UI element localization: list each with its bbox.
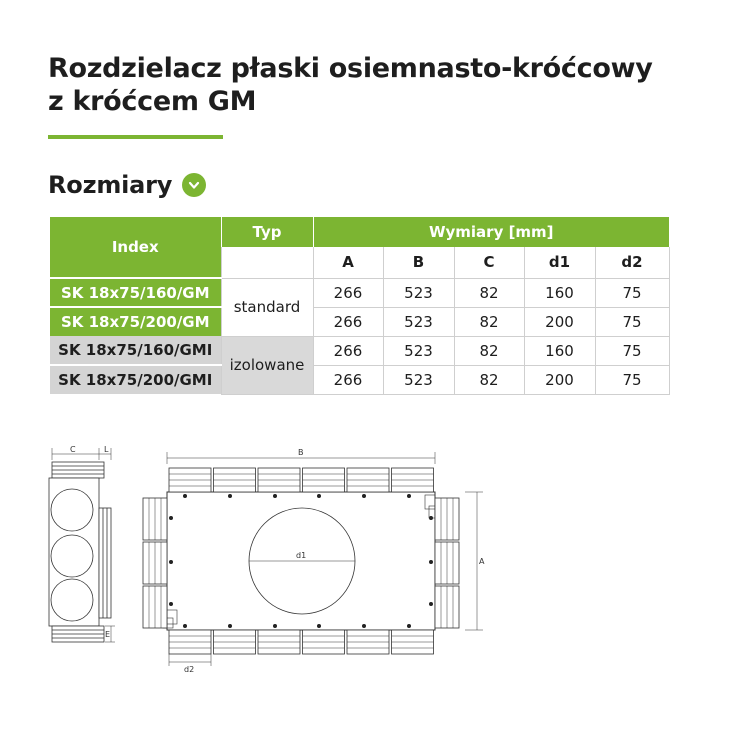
stub-connector [435,498,459,540]
dimensions-table [50,217,670,395]
technical-drawing [45,440,705,680]
cell-a: 266 [313,336,383,365]
stub-connector [143,586,167,628]
cell-b: 523 [383,307,454,336]
stub-connector [392,630,434,654]
stub-connector [347,468,389,492]
cell-d2: 75 [595,336,669,365]
title-line-1: Rozdzielacz płaski osiemnasto-króćcowy [48,53,653,84]
col-header-b: B [383,247,454,278]
cell-d2: 75 [595,307,669,336]
stubs-bottom [169,630,434,654]
cell-c: 82 [454,365,524,394]
stub-connector [169,468,211,492]
dim-label-e: E [105,630,111,639]
cell-a: 266 [313,278,383,307]
cell-b: 523 [383,278,454,307]
row-index: SK 18x75/200/GM [50,307,221,336]
section-header[interactable] [48,171,206,199]
dim-label-d2: d2 [184,665,195,674]
row-type: izolowane [221,336,313,394]
cell-a: 266 [313,365,383,394]
stub-connector [214,630,256,654]
stub-connector [392,468,434,492]
side-view [49,448,115,642]
stub-connector [347,630,389,654]
table-row [50,307,669,336]
stub-connector [435,586,459,628]
cell-d1: 200 [524,307,595,336]
row-index: SK 18x75/160/GMI [50,336,221,365]
col-header-a: A [313,247,383,278]
header-index: Index [50,217,221,278]
stub-connector [169,630,211,654]
cell-d1: 200 [524,365,595,394]
dim-label-c: C [70,445,76,454]
cell-b: 523 [383,336,454,365]
cell-d1: 160 [524,336,595,365]
stub-connector [143,498,167,540]
cell-c: 82 [454,336,524,365]
stub-connector [143,542,167,584]
dim-label-b: B [298,448,304,457]
stubs-top [169,468,434,492]
cell-c: 82 [454,307,524,336]
chevron-down-icon[interactable] [182,173,206,197]
stubs-right [435,498,459,628]
table-row [50,365,669,394]
row-index: SK 18x75/200/GMI [50,365,221,394]
col-header-d2: d2 [595,247,669,278]
dim-label-l: L [104,445,109,454]
stub-connector [258,468,300,492]
section-title: Rozmiary [48,171,173,199]
page-title [48,52,653,118]
header-type-spacer [221,247,313,278]
col-header-d1: d1 [524,247,595,278]
stub-connector [303,468,345,492]
stub-connector [435,542,459,584]
row-type: standard [221,278,313,336]
cell-c: 82 [454,278,524,307]
cell-d2: 75 [595,278,669,307]
header-dimensions: Wymiary [mm] [313,217,669,247]
table-row [50,336,669,365]
row-index: SK 18x75/160/GM [50,278,221,307]
cell-d2: 75 [595,365,669,394]
stub-connector [303,630,345,654]
stubs-left [143,498,167,628]
dim-label-d1: d1 [296,551,307,560]
stub-connector [258,630,300,654]
cell-a: 266 [313,307,383,336]
stub-connector [214,468,256,492]
cell-d1: 160 [524,278,595,307]
title-line-2: z króćcem GM [48,86,257,117]
title-underline [48,135,223,139]
cell-b: 523 [383,365,454,394]
table-row [50,278,669,307]
header-type: Typ [221,217,313,247]
dim-label-a: A [479,557,485,566]
col-header-c: C [454,247,524,278]
